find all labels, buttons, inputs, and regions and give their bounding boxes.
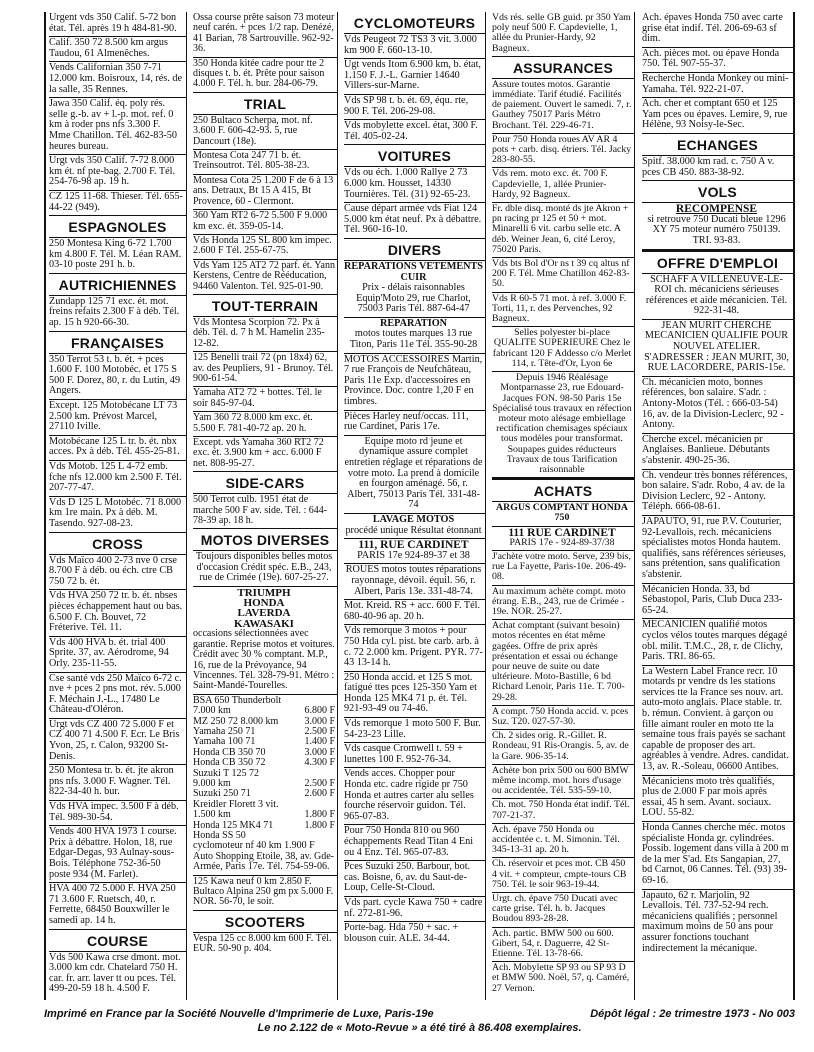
- display-ad-title: 111, RUE CARDINET: [358, 539, 469, 552]
- section-heading: ESPAGNOLES: [49, 216, 186, 238]
- classified-ad: Assure toutes motos. Garantie immédiate. Tarif étudié. Facilités de paiement. Ouvert le samedi. 7, r. Gauthey 75017 Paris Métro Brochant. Tél. 229-46-71.: [492, 79, 634, 134]
- classified-ad: 250 Montesa tr. b. ét. jte akron pns nfs. 3.000 F. Wagner. Tél. 822-34-40 h. bur.: [49, 765, 186, 801]
- classified-ad: 350 Honda kitée cadre pour tte 2 disques t. b. ét. Prête pour saison 4.000 F. Tél. h. bur. 284-06-79.: [193, 58, 337, 93]
- classified-ad: Ossa course prête saison 73 moteur neuf carén. + pces 1/2 rap. Denézé, 41 Barian, 78 Sartrouville. 962-92-36.: [193, 12, 337, 58]
- display-ad-body: PARIS 17e - 924-89-37/38: [509, 536, 615, 548]
- price-value: 1.800 F: [304, 819, 335, 831]
- classified-ad: Vds part. cycle Kawa 750 + cadre nf. 272-81-96.: [344, 897, 485, 922]
- classified-ad: Ach. partic. BMW 500 ou 600. Gibert, 54, r. Daguerre, 42 St-Etienne. Tél. 13-78-66.: [492, 928, 634, 963]
- classified-ad: Vends 400 HVA 1973 1 course. Prix à débattre. Holon, 18, rue Edgar-Degas, 93 Aulnay-sous-Bois. Téléphone 752-36-50 poste 934 (M. Farlet).: [49, 826, 186, 883]
- display-ad: [344, 514, 485, 539]
- classified-ad: Jawa 350 Calif. éq. poly rés. selle g.-b. av + l.-p. mot. ref. 0 km à roder pns nfs 3.300 F. Mme Chatillon. Tél. 462-83-50 heures bureau.: [49, 98, 186, 155]
- classified-ad: Vends acces. Chopper pour Honda etc. cadre rigide pr 750 Honda et autres carter alu selles fourche réservoir guidon. Tél. 965-07-83.: [344, 768, 485, 825]
- price-item: MZ 250 72 8.000 km: [193, 715, 279, 727]
- section-heading: AUTRICHIENNES: [49, 274, 186, 296]
- classified-ad: Pour 750 Honda roues AV AR 4 pots + carb. disq. étriers. Tél. Jacky 283-80-55.: [492, 134, 634, 169]
- classified-ad: Depuis 1946 Réalésage Montparnasse 23, rue Edouard-Jacques FON. 98-50 Paris 15e Spécialisé tous travaux en réfection moteur moto alésage embiellage rectification chemisages spéciaux tous modèles pour transformat. Soupapes guides réducteurs Travaux de tous Tarification raisonnable: [492, 372, 634, 478]
- classified-ad: ROUES motos toutes réparations rayonnage, dévoil. équil. 56, r. Albert, Paris 13e. 331-48-74.: [344, 564, 485, 600]
- classified-ad: Vds HVA 250 72 tr. b. ét. nbses pièces échappement haut ou bas. 6.500 F. Ch. Bouvet, 72 Fréterive. Tél. 11.: [49, 590, 186, 636]
- column-5: [639, 12, 795, 1000]
- classified-ad: Achat comptant (suivant besoin) motos récentes en état même gagées. Offre de prix après présentation et essai ou échange pour neuve de suite ou date ultérieure. Moto-Bastille, 6 bd Richard Lenoir, Paris 11e. T. 700-29-28.: [492, 620, 634, 706]
- classified-ad: Urgt. ch. épave 750 Ducati avec carte grise. Tél. h. b. Jacques Boudou 893-28-28.: [492, 893, 634, 928]
- classified-ad: Ach. pièces mot. ou épave Honda 750. Tél. 907-55-37.: [642, 48, 793, 73]
- classified-ad: Vds Motob. 125 L 4-72 emb. fche nfs 12.000 km 2.500 F. Tél. 207-77-47.: [49, 461, 186, 497]
- classified-ad: Pièces Harley neuf/occas. 111, rue Cardinet, Paris 17e.: [344, 411, 485, 436]
- classified-ad: 350 Terrot 53 t. b. ét. + pces 1.600 F. 100 Motobéc. et 175 S 500 F. Dorez, 80, r. du Lutin, 49 Angers.: [49, 354, 186, 400]
- price-value: 1.400 F: [304, 736, 335, 748]
- classified-ad: La Western Label France recr. 10 motards pr vendre ds les stations services tte la France ses nouv. art. auto-moto anglais. Place stable. tr. b. rémun. Convient. à garçon ou fille aimant rouler en moto tte la semaine tous frais payés se sachant capable de proposer des art. agréables à vendre. Adres. candidat. 13, av. R.-Soleau, 06600 Antibes.: [642, 666, 793, 776]
- dealer-ad-body: occasions sélectionnées avec garantie. Reprise motos et voitures. Crédit avec 30 % comptant. M.P., 16, rue de la Prévoyance, 94 Vincennes. Tél. 328-79-91. Métro : Saint-Mandé-Tourelles.: [193, 628, 335, 692]
- classified-ad: Except. 125 Motobécane LT 73 2.500 km. Prévost Marcel, 27110 Iville.: [49, 400, 186, 436]
- section-heading: CYCLOMOTEURS: [344, 12, 485, 34]
- classified-ad: Honda Cannes cherche méc. motos spécialiste Honda gr. cylindrées. Possib. logement dans villa à 200 m de la mer S'ad. Ets Sangapian, 27, bd Carnot, 06 Cannes. Tél. (93) 39-69-16.: [642, 822, 793, 890]
- price-value: 2.500 F: [304, 777, 335, 789]
- classified-ad: Fr. dble disq. monté ds jte Akron + pn racing pr 125 et 50 + mot. Minarelli 6 vit. carbu selle etc. A déb. Weiner Jean, 6, cité Leroy, 75020 Paris.: [492, 203, 634, 258]
- price-item: Suzuki T 125 72: [193, 767, 260, 779]
- price-value: 4.300 F: [304, 757, 335, 769]
- classified-ad: Vds rés. selle GB guid. pr 350 Yam poly neuf 500 F. Capdevielle, 1, allée du Prunier-Hardy, 92 Bagneux.: [492, 12, 634, 57]
- price-value: 2.500 F: [304, 725, 335, 737]
- classified-ad: Ch. mécanicien moto, bonnes références, bon salaire. S'adr. : Antony-Motos (Tél. : 666-03-54) 16, av. de la Division-Leclerc, 92 - Antony.: [642, 377, 793, 434]
- display-ad: [492, 527, 634, 551]
- classified-ad: Vds HVA impec. 3.500 F à déb. Tél. 989-30-54.: [49, 801, 186, 826]
- classified-ad: Pces Suzuki 250. Barbour, bot. cas. Boisne, 6, av. du Saut-de-Loup, Celle-St-Cloud.: [344, 861, 485, 897]
- classified-ad: Vds Honda 125 SL 800 km impec. 2.600 F Tél. 255-67-75.: [193, 235, 337, 260]
- section-heading: VOLS: [642, 181, 793, 203]
- section-heading: SCOOTERS: [193, 911, 337, 933]
- classified-ad: CZ 125 11-68. Thieser. Tél. 655-44-22 (949).: [49, 191, 186, 216]
- classified-ad: MOTOS ACCESSOIRES Martin, 7 rue François de Neufchâteau, Paris 11e Exp. d'accessoires en Province. Doc. contre 1,20 F en timbres.: [344, 354, 485, 411]
- classified-ad: Vds ou éch. 1.000 Rallye 2 73 6.000 km. Housset, 14330 Tournières. Tél. (31) 92-65-23.: [344, 167, 485, 203]
- classified-ad: A compt. 750 Honda accid. v. pces Suz. T20. 027-57-30.: [492, 706, 634, 730]
- classified-ad: Equipe moto rd jeune et dynamique assure complet entretien réglage et réparations de votre moto. La prend à domicile en fourgon aménagé. 56, r. Albert, 75013 Paris Tél. 331-48-74: [344, 436, 485, 514]
- classified-ad: Montesa Cota 247 71 b. ét. Treinsoutrot. Tél. 805-38-23.: [193, 150, 337, 175]
- section-heading: TRIAL: [193, 93, 337, 115]
- classified-ad: Urgt vds 350 Calif. 7-72 8.000 km ét. nf pte-bag. 2.700 F. Tél. 254-76-98 ap. 19 h.: [49, 155, 186, 191]
- display-ad-title: REPARATION: [380, 317, 447, 329]
- classified-ad: Vds bts Bol d'Or ns t 39 cq altus nf 200 F. Tél. Mme Chatillon 462-83-50.: [492, 258, 634, 293]
- price-item: Honda SS 50: [193, 830, 246, 841]
- price-list-ad: [193, 695, 337, 876]
- price-row: [193, 758, 335, 768]
- section-heading: ECHANGES: [642, 134, 793, 156]
- classified-ad: JAPAUTO, 91, rue P.V. Couturier, 92-Levallois, rech. mécaniciens spécialistes motos Honda hautem. qualifiés, sans références sérieuses, sans prétention, sans qualification s'abstenir.: [642, 516, 793, 584]
- price-value: 3.000 F: [304, 746, 335, 758]
- price-value: 1.800 F: [304, 809, 335, 821]
- display-ad-body: motos toutes marques 13 rue Titon, Paris 11e Tél. 355-90-28: [349, 328, 478, 351]
- classified-ad: Vds 400 HVA b. ét. trial 400 Sprite. 37, av. Aérodrome, 94 Orly. 235-11-55.: [49, 637, 186, 673]
- price-value: 3.000 F: [304, 715, 335, 727]
- section-heading: VOITURES: [344, 145, 485, 167]
- display-ad-body: si retrouve 750 Ducati bleue 1296 XY 75 moteur numéro 750139. TRI. 93-83.: [647, 213, 786, 246]
- dealer-ad: [193, 587, 337, 695]
- price-item: Suzuki 250 71: [193, 788, 251, 800]
- classified-ad: Urgt vds CZ 400 72 5.000 F et CZ 400 71 4.500 F. Ecr. Le Bris Yvon, 25, r. Calon, 93200 St-Denis.: [49, 719, 186, 765]
- classified-ad: Vespa 125 cc 8.000 km 600 F. Tél. EUR. 50-90 p. 404.: [193, 932, 332, 955]
- classified-ad: Vds remorque 3 motos + pour 750 Hda cyl. pist. bte carb. arb. à c. 72 2.000 km. Prigent. PYR. 77-43 13-14 h.: [344, 625, 485, 671]
- price-item: 9.000 km: [193, 777, 231, 789]
- column-2: [191, 12, 338, 1000]
- classified-ad: Cherche excel. mécanicien pr Anglaises. Banlieue. Débutants s'abstenir. 490-25-36.: [642, 434, 793, 470]
- classified-ad: J'achète votre moto. Serve, 239 bis, rue La Fayette, Paris-10e. 206-49-08.: [492, 551, 634, 586]
- classified-ad: Vds 500 Kawa crse dmont. mot. 3.000 km cdr. Chatelard 750 H. car. fr. arr. laver tt ou pces. Tél. 499-20-59 18 h. 4.500 F.: [49, 951, 181, 995]
- brand-name: HONDA: [243, 597, 285, 610]
- section-heading: SIDE-CARS: [193, 472, 337, 494]
- brand-name: KAWASAKI: [234, 617, 294, 630]
- classified-ad: JEAN MURIT CHERCHE MECANICIEN QUALIFIE POUR NOUVEL ATELIER. S'ADRESSER : JEAN MURIT, 30, RUE LACORDERE, PARIS-15e.: [642, 320, 793, 377]
- classified-ad: Toujours disponibles belles motos d'occasion Crédit spéc. E.B., 243, rue de Crimée (19e). 607-25-27.: [193, 551, 337, 586]
- display-ad-title: 111 RUE CARDINET: [508, 526, 616, 539]
- classified-ad: Pour 750 Honda 810 ou 960 échappements Read Titan 4 Eni ou 4 Enz. Tél. 965-07-83.: [344, 825, 485, 861]
- section-heading: DIVERS: [344, 239, 485, 261]
- classified-ad: Vds Montesa Scorpion 72. Px à déb. Tél. d. 7 h M. Hamelin 235-12-82.: [193, 317, 337, 352]
- price-item: 1.500 km: [193, 809, 231, 821]
- classified-ad: Vds Peugeot 72 TS3 3 vit. 3.000 km 900 F. 660-13-10.: [344, 34, 485, 59]
- section-heading: OFFRE D'EMPLOI: [642, 250, 793, 274]
- printer-line: Imprimé en France par la Société Nouvelle d'Imprimerie de Luxe, Paris-19e: [44, 1008, 434, 1020]
- classified-ad: Calif. 350 72 8.500 km argus Taudou, 61 Almenêches.: [49, 37, 186, 62]
- column-4: [490, 12, 635, 1000]
- classified-ad: Urgent vds 350 Calif. 5-72 bon état. Tél. après 19 h 484-81-90.: [49, 12, 186, 37]
- classified-ad: Vds SP 98 t. b. ét. 69, équ. rte, 900 F. Tél. 206-29-08.: [344, 95, 485, 120]
- price-item: Honda CB 350 70: [193, 746, 266, 758]
- classified-ad: SCHAFF A VILLENEUVE-LE-ROI ch. mécaniciens sérieuses références et aide mécanicien. Tél. 922-31-48.: [642, 274, 793, 320]
- classified-ad: Vends Californian 350 7-71 12.000 km. Boisroux, 14, rés. de la salle, 35 Rennes.: [49, 62, 186, 98]
- price-item: Kreidler Florett 3 vit.: [193, 798, 279, 810]
- classified-ad: Cse santé vds 250 Maïco 6-72 c. nve + pces 2 pns mot. rév. 5.000 F. Méchain J.-L., 17480 Le Château-d'Oléron.: [49, 673, 186, 719]
- classified-ad: Au maximum achète compt. moto étrang. E.B., 243, rue de Crimée - 19e. NOR. 25-27.: [492, 586, 634, 621]
- classified-ad: Mot. Kreid. RS + acc. 600 F. Tél. 680-40-96 ap. 20 h.: [344, 600, 485, 625]
- display-ad-title: RECOMPENSE: [675, 203, 758, 216]
- classified-ad: 250 Bultaco Scherpa, mot. nf. 3.600 F. 606-42-93. 5, rue Dancourt (18e).: [193, 115, 337, 150]
- classified-ad: Vds Maïco 400 2-73 nve 0 crse 8.700 F à déb. ou éch. ctre CB 750 72 b. ét.: [49, 555, 186, 591]
- classified-ad: Vds mobylette excel. état, 300 F. Tél. 405-02-24.: [344, 120, 485, 145]
- classified-ad: HVA 400 72 5.000 F. HVA 250 71 3.600 F. Ruetsch, 40, r. Ferrette, 68450 Bouxwiller le samedi ap. 14 h.: [49, 883, 186, 929]
- classified-ad: 125 Kawa neuf 0 km 2.850 F. Bultaco Alpina 250 gm px 5.000 F. NOR. 56-70, le soir.: [193, 876, 337, 911]
- display-ad-title: ARGUS COMPTANT HONDA 750: [496, 502, 628, 524]
- classified-ad: Ach. cher et comptant 650 et 125 Yam pces ou épaves. Lemire, 9, rue Hélène, 93 Noisy-le-Sec.: [642, 98, 793, 134]
- brand-name: TRIUMPH: [237, 586, 291, 599]
- classified-ad: Cause départ armée vds Fiat 124 5.000 km état neuf. Px à débattre. Tél. 960-16-10.: [344, 203, 485, 239]
- display-ad-title: LAVAGE MOTOS: [372, 513, 455, 525]
- classified-ad: Vds Yam 125 AT2 72 parf. ét. Yann Kerstens, Centre de Rééducation, 94460 Valenton. Tél. 925-01-90.: [193, 260, 337, 295]
- reward-ad: [642, 203, 793, 249]
- display-ad: [344, 318, 485, 354]
- section-heading: COURSE: [49, 930, 186, 952]
- price-list-title: BSA 650 Thunderbolt: [193, 694, 282, 706]
- classified-ad: Vds D 125 L Motobéc. 71 8.000 km 1re main. Px à déb. M. Tasendo. 927-08-23.: [49, 497, 186, 533]
- display-ad: [492, 502, 634, 526]
- display-ad-body: PARIS 17e 924-89-37 et 38: [357, 549, 470, 561]
- classified-ad: Vds remorque 1 moto 500 F. Bur. 54-23-23 Lille.: [344, 718, 485, 743]
- section-heading: ASSURANCES: [492, 57, 634, 79]
- classified-ad: Porte-bag. Hda 750 + sac. + blouson cuir. ALE. 34-44.: [344, 922, 459, 944]
- classified-ad: Ch. mot. 750 Honda état indif. Tél. 707-21-37.: [492, 799, 634, 823]
- classified-ad: Ch. réservoir et pces mot. CB 450 4 vit. + compteur, cmpte-tours CB 750. Tél. le soir 963-19-44.: [492, 858, 634, 893]
- price-item: Honda CB 350 72: [193, 757, 266, 769]
- classified-ad: Ach. Mobylette SP 93 ou SP 93 D et BMW 500. Noël, 57, q. Caméré, 27 Vernon.: [492, 962, 630, 994]
- classified-ad: Mécanicien Honda. 33, bd Sébastopol, Paris, Club Duca 233-65-24.: [642, 584, 793, 620]
- column-1: [44, 12, 187, 1000]
- display-ad-title: REPARATIONS VETEMENTS CUIR: [344, 260, 483, 283]
- classified-ad: Ach. épave 750 Honda ou accidentée c. t. M. Simonin. Tél. 345-13-31 ap. 20 h.: [492, 824, 634, 859]
- classified-ad: Except. vds Yamaha 360 RT2 72 exc. ét. 3.900 km + acc. 6.000 F net. 808-95-27.: [193, 437, 337, 472]
- classified-ad: Japauto, 62 r. Marjolin, 92 Levallois. Tél. 737-52-94 rech. mécaniciens qualifiés ; personnel maximum moins de 50 ans pour assurer fonctions touchant indirectement la mécanique.: [642, 889, 778, 954]
- classified-ad: 360 Yam RT2 6-72 5.500 F 9.000 km exc. ét. 359-05-14.: [193, 210, 337, 235]
- brand-name: LAVERDA: [237, 607, 291, 620]
- classified-ad: Selles polyester bi-place QUALITE SUPERIEURE Chez le fabricant 120 F Addesso c/o Merlet 114, r. Tête-d'Or, Lyon 6e: [492, 327, 634, 372]
- column-3: [342, 12, 486, 1000]
- classified-ad: Ugt vends Itom 6.900 km, b. état, 1.150 F. J.-L. Garnier 14640 Villers-sur-Marne.: [344, 59, 485, 95]
- section-heading: FRANÇAISES: [49, 332, 186, 354]
- section-heading: CROSS: [49, 533, 186, 555]
- classified-ad: Ch. vendeur très bonnes références, bon salaire. S'adr. Robo, 4 av. de la Division Leclerc, 92 - Antony. Téléph. 666-08-61.: [642, 470, 793, 516]
- classified-ad: Yam 360 72 8.000 km exc. ét. 5.500 F. 781-40-72 ap. 20 h.: [193, 412, 337, 437]
- classified-ad: Spitf. 38.000 km rad. c. 750 A v. pces CB 450. 883-38-92.: [642, 156, 793, 181]
- print-run-line: Le no 2.122 de « Moto-Revue » a été tiré à 86.408 exemplaires.: [257, 1022, 582, 1034]
- classified-ad: Zundapp 125 71 exc. ét. mot. freins refaits 2.300 F à déb. Tél. ap. 15 h 920-66-30.: [49, 296, 186, 332]
- price-item: 7.000 km: [193, 705, 231, 717]
- price-item: Yamaha 100 71: [193, 736, 256, 748]
- price-value: 6.800 F: [304, 705, 335, 717]
- section-heading: TOUT-TERRAIN: [193, 295, 337, 317]
- classified-ad: Achète bon prix 500 ou 600 BMW même incomp. mot. hors d'usage ou accidentée. Tél. 535-59-10.: [492, 765, 634, 800]
- classified-ad: 500 Terrot culb. 1951 état de marche 500 F av. side. Tél. : 644-78-39 ap. 18 h.: [193, 494, 337, 529]
- page-footer: [44, 1008, 795, 1034]
- classified-ad: 125 Benelli trail 72 (pn 18x4) 62, av. des Peupliers, 91 - Brunoy. Tél. 900-61-54.: [193, 352, 337, 387]
- price-row: [193, 706, 335, 716]
- classified-ad: Vds casque Cromwell t. 59 + lunettes 100 F. 952-76-34.: [344, 743, 485, 768]
- display-ad: [344, 539, 485, 564]
- price-value: 2.600 F: [304, 788, 335, 800]
- classified-ad: Vds rem. moto exc. ét. 700 F. Capdevielle, 1, allée Prunier-Hardy, 92 Bagneux.: [492, 168, 634, 203]
- legal-deposit: Dépôt légal : 2e trimestre 1973 - No 003: [590, 1008, 795, 1020]
- classified-ad: Yamaha AT2 72 + bottes. Tél. le soir 845-97-04.: [193, 387, 337, 412]
- classified-ad: Mécaniciens moto très qualifiés, plus de 2.000 F par mois après essai, 45 h sem. Avant. sociaux. LOU. 55-82.: [642, 776, 793, 822]
- classified-ad: Recherche Honda Monkey ou mini-Yamaha. Tél. 922-21-07.: [642, 73, 793, 98]
- classified-ad: Motobécane 125 L tr. b. ét. nbx acces. Px à déb. Tél. 455-25-81.: [49, 436, 186, 461]
- classified-ad: 250 Montesa King 6-72 1.700 km 4.800 F. Tél. M. Léan RAM. 03-10 poste 291 h. b.: [49, 238, 186, 274]
- display-ad-body: procédé unique Résultat étonnant: [345, 524, 482, 536]
- price-item: Yamaha 250 71: [193, 725, 256, 737]
- display-ad-body: Prix - délais raisonnables Equip'Moto 29, rue Charlot, 75003 Paris Tél. 887-64-47: [356, 282, 471, 315]
- price-item: Honda 125 MK4 71: [193, 819, 274, 831]
- classified-ad: Ach. épaves Honda 750 avec carte grise état indif. Tél. 206-69-63 sf dim.: [642, 12, 793, 48]
- classified-ad: MECANICIEN qualifié motos cyclos vélos toutes marques dégagé obl. milit. T.M.C., 28, r. de Clichy, Paris. TRI. 86-65.: [642, 619, 793, 665]
- classified-ad: Vds R 60-5 71 mot. à ref. 3.000 F. Torti, 11, r. des Pervenches, 92 Bagneux.: [492, 293, 634, 328]
- classified-ad: Ch. 2 sides orig. R.-Gillet. R. Rondeau, 91 Ris-Orangis. 5, av. de la Gare. 906-35-14.: [492, 730, 634, 765]
- classifieds-page: [44, 12, 795, 1000]
- price-list-body: cyclomoteur nf 40 km 1.900 F Auto Shopping Etoile, 38, av. Gde-Armée, Paris 17e. Tél. 754-59-06.: [193, 840, 335, 873]
- classified-ad: Montesa Cota 25 1.200 F de 6 à 13 ans. Detraux, Bt 15 A 415, Bt Provence, 60 - Clermont.: [193, 175, 337, 210]
- display-ad: [344, 261, 485, 318]
- section-heading: ACHATS: [492, 478, 634, 502]
- classified-ad: 250 Honda accid. et 125 S mot. fatigué ttes pces 125-350 Yam et Honda 125 MK4 71 p. ét. Tél. 921-93-49 ou 74-46.: [344, 672, 485, 718]
- section-heading: MOTOS DIVERSES: [193, 529, 337, 551]
